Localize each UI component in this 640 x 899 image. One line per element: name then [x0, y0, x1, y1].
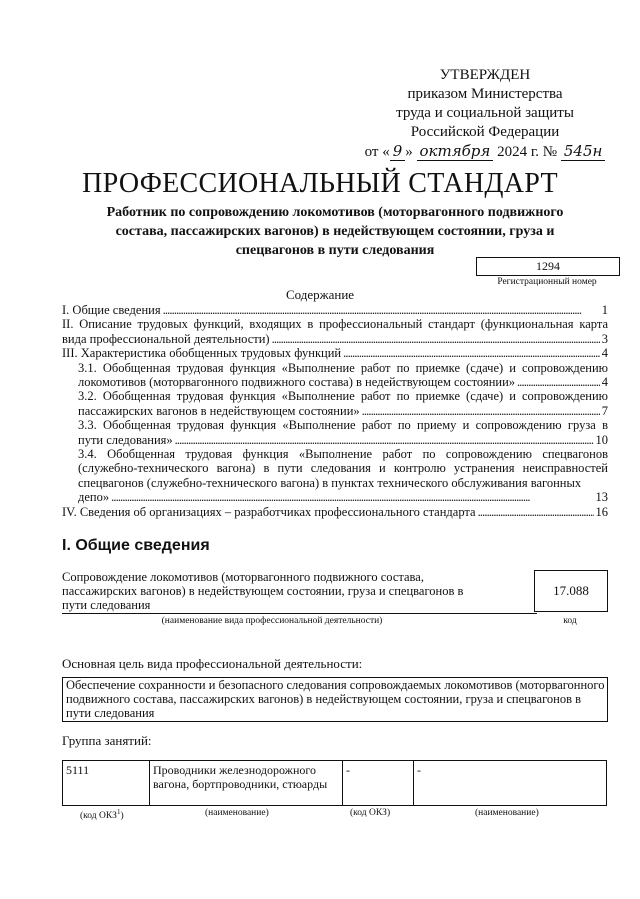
- toc-item[interactable]: [62, 361, 608, 390]
- toc-item-text: локомотивов (моторвагонного подвижного состава) в недействующем состоянии»: [78, 375, 516, 390]
- approval-block: [330, 66, 640, 162]
- approval-line-1: УТВЕРЖДЕН: [439, 67, 531, 83]
- toc-item-page: 13: [595, 490, 608, 505]
- occupation-group-table: [62, 760, 607, 806]
- date-month: октября: [417, 142, 494, 161]
- toc-item-text: пути следования»: [78, 432, 173, 447]
- code-okz-caption-2: (код ОКЗ): [350, 808, 391, 818]
- toc-item-text-first-line: 3.3. Обобщенная трудовая функция «Выполнение работ по приему и сопровождению груза в: [78, 418, 608, 433]
- occupation-code2-cell: -: [343, 761, 414, 806]
- name-caption-2: (наименование): [475, 808, 539, 818]
- activity-code-caption: код: [563, 616, 577, 626]
- occupation-code-cell: 5111: [63, 761, 150, 806]
- activity-name-underline: [62, 613, 537, 614]
- toc-title: Содержание: [285, 287, 355, 302]
- toc-item-text-first-line: 3.2. Обобщенная трудовая функция «Выполнение работ по приемке (сдаче) и сопровождению: [78, 389, 608, 404]
- date-mid: »: [405, 144, 413, 160]
- toc-item-page: 4: [601, 346, 608, 361]
- goal-text-box: Обеспечение сохранности и безопасного следования сопровождаемых локомотивов (моторвагонного подвижного состава, пассажирских вагонов) в недействующем состоянии, груза и спецвагонов в пути следования: [62, 677, 608, 722]
- toc-item[interactable]: [62, 346, 608, 360]
- toc-item-text-first-lines: 3.4. Обобщенная трудовая функция «Выполнение работ по сопровождению спецвагонов (служебно-технического вагона) в пути следования и контролю устранения неисправностей спецвагонов (служебно-технического вагона) в пунктах технического обслуживания вагонных: [78, 447, 608, 490]
- toc-item[interactable]: [62, 303, 608, 317]
- registration-number-label: Регистрационный номер: [497, 277, 597, 287]
- toc-item-page: 16: [595, 504, 608, 519]
- date-year: 2024 г. №: [497, 144, 558, 160]
- toc-item-text: пассажирских вагонов в недействующем состоянии»: [78, 403, 360, 418]
- occupation-name2-cell: -: [414, 761, 607, 806]
- page-title: ПРОФЕССИОНАЛЬНЫЙ СТАНДАРТ: [82, 168, 558, 199]
- activity-name-caption: (наименование вида профессиональной деятельности): [161, 616, 383, 626]
- toc-item-text: депо»: [78, 490, 110, 505]
- code-okz-caption-1: (код ОКЗ$^1$): [80, 808, 124, 822]
- table-row: [63, 761, 607, 806]
- approval-date-line: [330, 142, 640, 162]
- toc-item-page: 3: [601, 331, 608, 346]
- toc-item[interactable]: [62, 447, 608, 505]
- order-number: 545н: [561, 142, 606, 161]
- toc-item-page: 1: [601, 303, 608, 317]
- toc-item[interactable]: [62, 389, 608, 418]
- toc-item-page: 10: [595, 432, 608, 447]
- activity-name: Сопровождение локомотивов (моторвагонного подвижного состава, пассажирских вагонов) в недействующем состоянии, груза и спецвагонов в пути следования: [62, 570, 464, 612]
- goal-label: Основная цель вида профессиональной деятельности:: [62, 656, 363, 671]
- approval-line-3: труда и социальной защиты: [396, 105, 574, 121]
- toc-item[interactable]: [62, 418, 608, 447]
- date-day: 9: [390, 142, 406, 161]
- activity-code-box: 17.088: [534, 570, 608, 612]
- approval-line-4: Российской Федерации: [410, 124, 560, 140]
- section-heading: I. Общие сведения: [62, 537, 210, 554]
- name-caption-1: (наименование): [205, 808, 269, 818]
- page-subtitle: Работник по сопровождению локомотивов (моторвагонного подвижного состава, пассажирских вагонов) в недействующем состоянии, груза и спецвагонов в пути следования: [106, 205, 564, 258]
- toc-item-text: IV. Сведения об организациях – разработчиках профессионального стандарта: [62, 504, 476, 519]
- toc-item-text-first-line: 3.1. Обобщенная трудовая функция «Выполнение работ по приемке (сдаче) и сопровождению: [78, 360, 608, 375]
- toc-item-text: вида профессиональной деятельности): [62, 331, 270, 346]
- toc-item-page: 4: [601, 375, 608, 390]
- registration-number-box: 1294: [476, 257, 620, 276]
- toc-item[interactable]: [62, 505, 608, 519]
- table-of-contents: [62, 303, 608, 519]
- approval-line-2: приказом Министерства: [407, 86, 563, 102]
- occupation-group-label: Группа занятий:: [62, 733, 152, 748]
- toc-item-page: 7: [601, 403, 608, 418]
- toc-item-text-first-line: II. Описание трудовых функций, входящих в профессиональный стандарт (функциональная карта: [62, 317, 608, 332]
- toc-item[interactable]: [62, 317, 608, 346]
- date-prefix: от «: [364, 144, 390, 160]
- occupation-name-cell: Проводники железнодорожного вагона, бортпроводники, стюарды: [150, 761, 343, 806]
- toc-item-text: III. Характеристика обобщенных трудовых функций: [62, 346, 342, 361]
- toc-item-text: I. Общие сведения: [62, 303, 161, 317]
